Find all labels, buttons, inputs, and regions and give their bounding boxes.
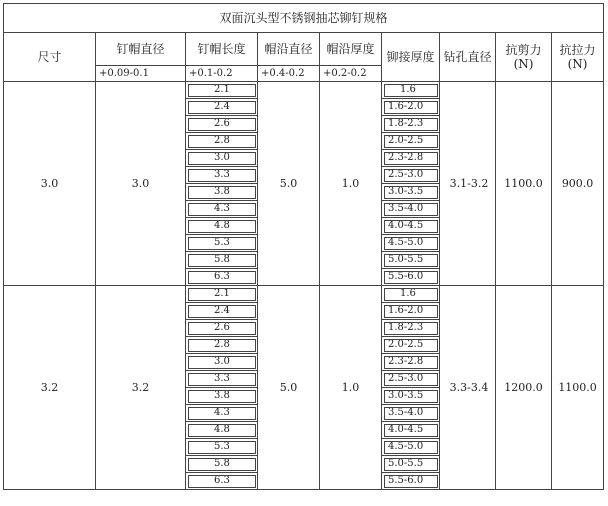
rivet-thickness-cell: 1.6-2.0 xyxy=(382,99,440,116)
head-length-cell: 4.8 xyxy=(186,218,258,235)
header-shear-force xyxy=(496,33,552,82)
header-row xyxy=(4,33,604,66)
header-shear-unit: (N) xyxy=(513,57,534,71)
shear-force-cell: 1100.0 xyxy=(496,82,552,286)
head-length-cell: 2.4 xyxy=(186,99,258,116)
rivet-thickness-cell: 1.8-2.3 xyxy=(382,320,440,337)
header-shear-label: 抗剪力 xyxy=(505,43,542,57)
head-length-cell: 5.8 xyxy=(186,252,258,269)
table-row xyxy=(4,82,604,99)
head-length-cell: 3.0 xyxy=(186,354,258,371)
head-length-cell: 3.8 xyxy=(186,184,258,201)
rim-diameter-cell: 5.0 xyxy=(258,82,320,286)
head-length-cell: 6.3 xyxy=(186,473,258,490)
header-rim-thickness: 帽沿厚度 xyxy=(320,33,382,66)
head-length-cell: 2.6 xyxy=(186,320,258,337)
head-length-cell: 2.8 xyxy=(186,337,258,354)
header-rivet-thickness: 铆接厚度 xyxy=(382,33,440,82)
spec-sheet xyxy=(3,3,603,503)
rivet-thickness-cell: 5.5-6.0 xyxy=(382,473,440,490)
head-length-cell: 3.8 xyxy=(186,388,258,405)
rivet-thickness-cell: 1.8-2.3 xyxy=(382,116,440,133)
head-length-cell: 5.3 xyxy=(186,235,258,252)
head-length-cell: 2.8 xyxy=(186,133,258,150)
rivet-thickness-cell: 5.5-6.0 xyxy=(382,269,440,286)
header-drill-diameter: 钻孔直径 xyxy=(440,33,496,82)
rivet-thickness-cell: 3.5-4.0 xyxy=(382,405,440,422)
rivet-thickness-cell: 3.0-3.5 xyxy=(382,184,440,201)
rivet-thickness-cell: 5.0-5.5 xyxy=(382,456,440,473)
spec-table xyxy=(3,3,604,490)
tolerance-rim-diameter: +0.4-0.2 xyxy=(258,66,320,82)
head-length-cell: 4.3 xyxy=(186,201,258,218)
tensile-force-cell: 900.0 xyxy=(552,82,604,286)
rivet-thickness-cell: 1.6-2.0 xyxy=(382,303,440,320)
header-tensile-force xyxy=(552,33,604,82)
header-tensile-label: 抗拉力 xyxy=(559,43,596,57)
header-rim-diameter: 帽沿直径 xyxy=(258,33,320,66)
head-length-cell: 3.3 xyxy=(186,371,258,388)
shear-force-cell: 1200.0 xyxy=(496,286,552,490)
head-length-cell: 2.4 xyxy=(186,303,258,320)
rivet-thickness-cell: 2.5-3.0 xyxy=(382,167,440,184)
rivet-thickness-cell: 2.3-2.8 xyxy=(382,354,440,371)
head-length-cell: 2.1 xyxy=(186,82,258,99)
head-length-cell: 5.3 xyxy=(186,439,258,456)
rivet-thickness-cell: 4.0-4.5 xyxy=(382,218,440,235)
rivet-thickness-cell: 2.3-2.8 xyxy=(382,150,440,167)
size-cell: 3.0 xyxy=(4,82,96,286)
size-cell: 3.2 xyxy=(4,286,96,490)
tensile-force-cell: 1100.0 xyxy=(552,286,604,490)
head-diameter-cell: 3.2 xyxy=(96,286,186,490)
rim-thickness-cell: 1.0 xyxy=(320,286,382,490)
head-length-cell: 5.8 xyxy=(186,456,258,473)
tolerance-rim-thickness: +0.2-0.2 xyxy=(320,66,382,82)
tolerance-head-length: +0.1-0.2 xyxy=(186,66,258,82)
head-length-cell: 2.1 xyxy=(186,286,258,303)
rivet-thickness-cell: 2.0-2.5 xyxy=(382,133,440,150)
header-head-diameter: 钉帽直径 xyxy=(96,33,186,66)
head-length-cell: 3.0 xyxy=(186,150,258,167)
table-row xyxy=(4,286,604,303)
rivet-thickness-cell: 4.0-4.5 xyxy=(382,422,440,439)
head-length-cell: 6.3 xyxy=(186,269,258,286)
drill-diameter-cell: 3.3-3.4 xyxy=(440,286,496,490)
rivet-thickness-cell: 3.5-4.0 xyxy=(382,201,440,218)
rim-diameter-cell: 5.0 xyxy=(258,286,320,490)
tolerance-head-diameter: +0.09-0.1 xyxy=(96,66,186,82)
head-length-cell: 2.6 xyxy=(186,116,258,133)
head-diameter-cell: 3.0 xyxy=(96,82,186,286)
rivet-thickness-cell: 5.0-5.5 xyxy=(382,252,440,269)
header-size: 尺寸 xyxy=(4,33,96,82)
head-length-cell: 4.3 xyxy=(186,405,258,422)
head-length-cell: 3.3 xyxy=(186,167,258,184)
rim-thickness-cell: 1.0 xyxy=(320,82,382,286)
header-tensile-unit: (N) xyxy=(567,57,588,71)
rivet-thickness-cell: 4.5-5.0 xyxy=(382,439,440,456)
drill-diameter-cell: 3.1-3.2 xyxy=(440,82,496,286)
rivet-thickness-cell: 4.5-5.0 xyxy=(382,235,440,252)
title-row xyxy=(4,4,604,33)
rivet-thickness-cell: 2.5-3.0 xyxy=(382,371,440,388)
rivet-thickness-cell: 3.0-3.5 xyxy=(382,388,440,405)
rivet-thickness-cell: 1.6 xyxy=(382,82,440,99)
table-title: 双面沉头型不锈钢抽芯铆钉规格 xyxy=(4,4,604,33)
head-length-cell: 4.8 xyxy=(186,422,258,439)
rivet-thickness-cell: 2.0-2.5 xyxy=(382,337,440,354)
rivet-thickness-cell: 1.6 xyxy=(382,286,440,303)
header-head-length: 钉帽长度 xyxy=(186,33,258,66)
